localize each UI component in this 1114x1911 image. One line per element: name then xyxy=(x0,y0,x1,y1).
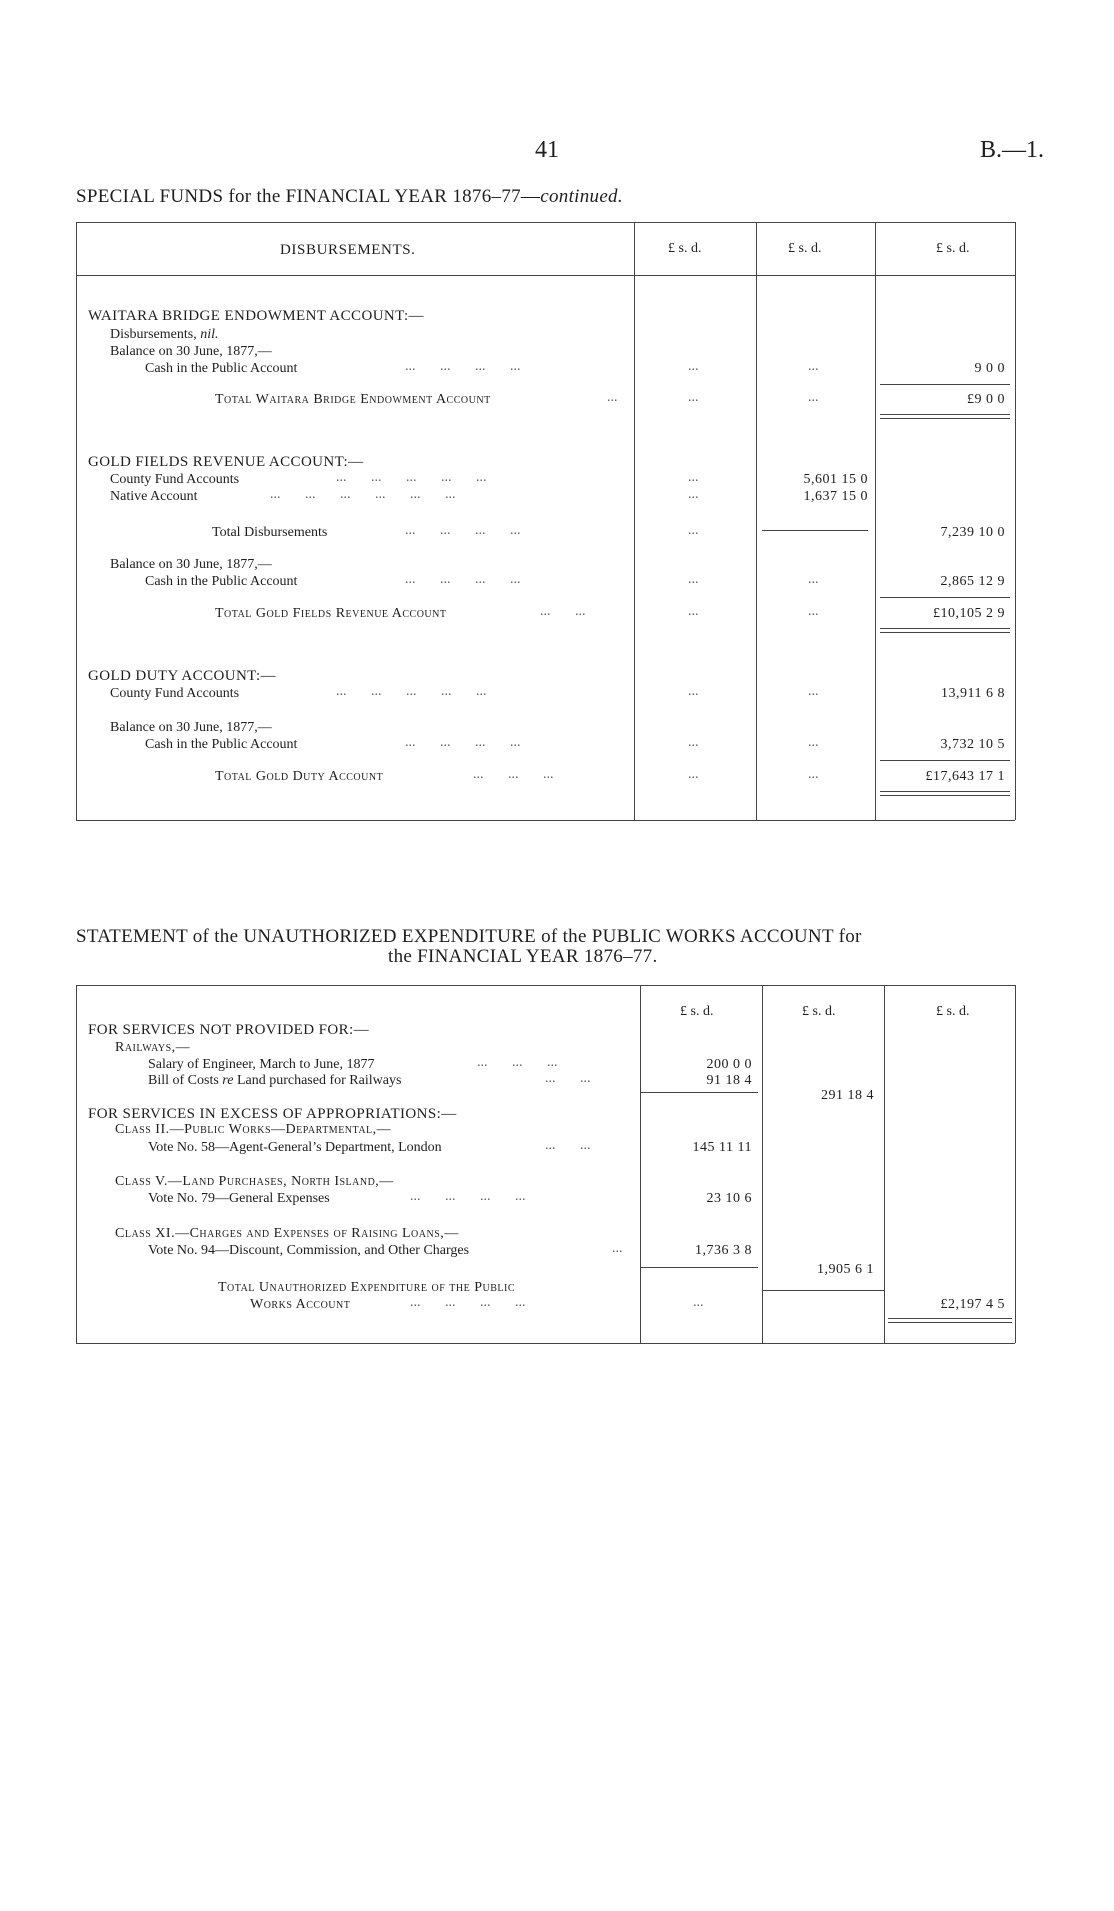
vote58-value: 145 11 11 xyxy=(692,1140,752,1155)
waitara-total-rule-1 xyxy=(880,414,1010,415)
goldfields-county-ellipsis: ... xyxy=(688,470,699,485)
not-provided-heading: FOR SERVICES NOT PROVIDED FOR:— xyxy=(88,1022,369,1038)
waitara-sum-rule xyxy=(880,384,1010,385)
goldduty-total-leader: ... ... ... xyxy=(473,767,554,782)
table1-disbursements-header: DISBURSEMENTS. xyxy=(280,242,416,258)
table2-bottom-rule xyxy=(76,1343,1015,1344)
goldfields-native-value: 1,637 15 0 xyxy=(803,489,868,504)
table1-bottom-rule xyxy=(76,820,1015,821)
waitara-disbursements-label: Disbursements, xyxy=(110,327,197,342)
bill-of-costs-label xyxy=(148,1073,401,1089)
goldduty-total-ellipsis-1: ... xyxy=(688,767,699,782)
waitara-cash-value: 9 0 0 xyxy=(974,361,1005,376)
table1-title-continued: continued. xyxy=(540,186,623,207)
table2-total-value: £2,197 4 5 xyxy=(940,1297,1005,1312)
vote58-leader: ... ... xyxy=(545,1138,591,1153)
vote58-label: Vote No. 58—Agent-General’s Department, London xyxy=(148,1140,442,1155)
waitara-total-value: £9 0 0 xyxy=(967,392,1005,407)
table2-title-line1: STATEMENT of the UNAUTHORIZED EXPENDITURE of the PUBLIC WORKS ACCOUNT for xyxy=(76,926,862,947)
waitara-cash-ellipsis-2: ... xyxy=(808,359,819,374)
waitara-disbursements-nil: nil. xyxy=(200,327,219,342)
class2-label: Class II.—Public Works—Departmental,— xyxy=(115,1122,392,1137)
goldduty-county-value: 13,911 6 8 xyxy=(941,686,1005,701)
goldfields-subtotal-rule xyxy=(762,530,868,531)
table2-col-divider-3 xyxy=(884,985,885,1343)
table1-col-divider-1 xyxy=(634,222,635,820)
waitara-cash-leader: ... ... ... ... xyxy=(405,359,521,374)
goldduty-cash-ellipsis-2: ... xyxy=(808,735,819,750)
goldduty-county-ellipsis-1: ... xyxy=(688,684,699,699)
table1-left-border xyxy=(76,222,77,820)
salary-leader: ... ... ... xyxy=(477,1055,558,1070)
table2-currency-header-1: £ s. d. xyxy=(680,1004,714,1019)
goldfields-county-leader: ... ... ... ... ... xyxy=(336,470,487,485)
goldduty-cash-label: Cash in the Public Account xyxy=(145,737,298,752)
class5-label: Class V.—Land Purchases, North Island,— xyxy=(115,1174,394,1189)
table2-col-divider-1 xyxy=(640,985,641,1343)
goldduty-total-rule-2 xyxy=(880,795,1010,796)
table1-currency-header-1: £ s. d. xyxy=(668,241,702,256)
vote94-label: Vote No. 94—Discount, Commission, and Other Charges xyxy=(148,1243,470,1258)
table2-total-rule-2 xyxy=(888,1322,1012,1323)
bill-of-costs-value: 91 18 4 xyxy=(706,1073,752,1088)
table2-total-label-line1: Total Unauthorized Expenditure of the Public xyxy=(218,1280,516,1295)
waitara-total-ellipsis-2: ... xyxy=(808,390,819,405)
table2-currency-header-2: £ s. d. xyxy=(802,1004,836,1019)
goldfields-total-disbursements-ellipsis: ... xyxy=(688,523,699,538)
goldduty-cash-leader: ... ... ... ... xyxy=(405,735,521,750)
goldfields-native-ellipsis: ... xyxy=(688,487,699,502)
goldfields-balance-label: Balance on 30 June, 1877,— xyxy=(110,557,272,572)
bill-of-costs-leader: ... ... xyxy=(545,1071,591,1086)
table1-currency-header-2: £ s. d. xyxy=(788,241,822,256)
goldfields-cash-label: Cash in the Public Account xyxy=(145,574,298,589)
waitara-cash-ellipsis-1: ... xyxy=(688,359,699,374)
goldduty-cash-ellipsis-1: ... xyxy=(688,735,699,750)
goldduty-county-leader: ... ... ... ... ... xyxy=(336,684,487,699)
waitara-balance-label: Balance on 30 June, 1877,— xyxy=(110,344,272,359)
goldfields-total-disbursements-label: Total Disbursements xyxy=(212,525,328,540)
waitara-cash-label: Cash in the Public Account xyxy=(145,361,298,376)
bill-of-costs-suffix: Land purchased for Railways xyxy=(233,1073,402,1088)
goldfields-total-leader: ... ... xyxy=(540,604,586,619)
table2-total-ellipsis: ... xyxy=(693,1295,704,1310)
table2-right-border xyxy=(1015,985,1016,1343)
goldduty-total-ellipsis-2: ... xyxy=(808,767,819,782)
goldduty-county-ellipsis-2: ... xyxy=(808,684,819,699)
waitara-total-leader: ... xyxy=(607,390,618,405)
goldfields-cash-leader: ... ... ... ... xyxy=(405,572,521,587)
goldfields-sum-rule xyxy=(880,597,1010,598)
goldduty-balance-label: Balance on 30 June, 1877,— xyxy=(110,720,272,735)
bill-of-costs-prefix: Bill of Costs xyxy=(148,1073,223,1088)
goldduty-cash-value: 3,732 10 5 xyxy=(940,737,1005,752)
goldfields-county-value: 5,601 15 0 xyxy=(803,472,868,487)
page-number: 41 xyxy=(535,137,559,163)
table1-col-divider-3 xyxy=(875,222,876,820)
table1-title xyxy=(76,186,623,208)
vote94-value: 1,736 3 8 xyxy=(695,1243,752,1258)
railways-label: Railways,— xyxy=(115,1040,191,1055)
waitara-heading: WAITARA BRIDGE ENDOWMENT ACCOUNT:— xyxy=(88,308,424,324)
salary-label: Salary of Engineer, March to June, 1877 xyxy=(148,1057,375,1072)
class11-label: Class XI.—Charges and Expenses of Raising Loans,— xyxy=(115,1226,459,1241)
vote79-label: Vote No. 79—General Expenses xyxy=(148,1191,330,1206)
railways-sum-rule xyxy=(640,1092,758,1093)
waitara-total-label: Total Waitara Bridge Endowment Account xyxy=(215,392,491,407)
table1-title-main: SPECIAL FUNDS for the FINANCIAL YEAR 1876–77— xyxy=(76,186,541,207)
table2-total-label-line2: Works Account xyxy=(250,1297,351,1312)
goldfields-total-rule-1 xyxy=(880,628,1010,629)
waitara-total-rule-2 xyxy=(880,418,1010,419)
table2-total-leader: ... ... ... ... xyxy=(410,1295,526,1310)
vote94-leader: ... xyxy=(612,1241,623,1256)
excess-heading: FOR SERVICES IN EXCESS OF APPROPRIATIONS:— xyxy=(88,1106,457,1122)
vote79-value: 23 10 6 xyxy=(706,1191,752,1206)
table1-right-border xyxy=(1015,222,1016,820)
goldfields-native-leader: ... ... ... ... ... ... xyxy=(270,487,456,502)
goldfields-total-disbursements-leader: ... ... ... ... xyxy=(405,523,521,538)
salary-value: 200 0 0 xyxy=(706,1057,752,1072)
goldfields-total-rule-2 xyxy=(880,632,1010,633)
waitara-disbursements xyxy=(110,327,219,343)
goldfields-total-ellipsis-2: ... xyxy=(808,604,819,619)
goldfields-heading: GOLD FIELDS REVENUE ACCOUNT:— xyxy=(88,454,364,470)
goldduty-sum-rule xyxy=(880,760,1010,761)
table1-col-divider-2 xyxy=(756,222,757,820)
goldfields-total-value: £10,105 2 9 xyxy=(933,606,1005,621)
goldduty-heading: GOLD DUTY ACCOUNT:— xyxy=(88,668,276,684)
goldduty-county-label: County Fund Accounts xyxy=(110,686,240,701)
document-reference: B.—1. xyxy=(980,137,1045,163)
table2-currency-header-3: £ s. d. xyxy=(936,1004,970,1019)
excess-subtotal-value: 1,905 6 1 xyxy=(817,1262,874,1277)
goldfields-total-label: Total Gold Fields Revenue Account xyxy=(215,606,447,621)
goldfields-native-label: Native Account xyxy=(110,489,198,504)
table2-top-rule xyxy=(76,985,1015,986)
goldfields-total-ellipsis-1: ... xyxy=(688,604,699,619)
table2-title-line2: the FINANCIAL YEAR 1876–77. xyxy=(388,946,658,967)
goldfields-total-disbursements-value: 7,239 10 0 xyxy=(940,525,1005,540)
goldfields-cash-ellipsis-2: ... xyxy=(808,572,819,587)
goldduty-total-value: £17,643 17 1 xyxy=(925,769,1005,784)
goldduty-total-label: Total Gold Duty Account xyxy=(215,769,384,784)
goldfields-county-label: County Fund Accounts xyxy=(110,472,240,487)
railways-subtotal-value: 291 18 4 xyxy=(821,1088,874,1103)
waitara-total-ellipsis-1: ... xyxy=(688,390,699,405)
table2-total-rule-1 xyxy=(888,1318,1012,1319)
goldfields-cash-ellipsis-1: ... xyxy=(688,572,699,587)
table1-currency-header-3: £ s. d. xyxy=(936,241,970,256)
goldfields-cash-value: 2,865 12 9 xyxy=(940,574,1005,589)
table2-left-border xyxy=(76,985,77,1343)
bill-of-costs-re: re xyxy=(222,1073,234,1088)
vote79-leader: ... ... ... ... xyxy=(410,1189,526,1204)
excess-sum-rule xyxy=(640,1267,758,1268)
goldduty-total-rule-1 xyxy=(880,791,1010,792)
subtotals-sum-rule xyxy=(762,1290,884,1291)
